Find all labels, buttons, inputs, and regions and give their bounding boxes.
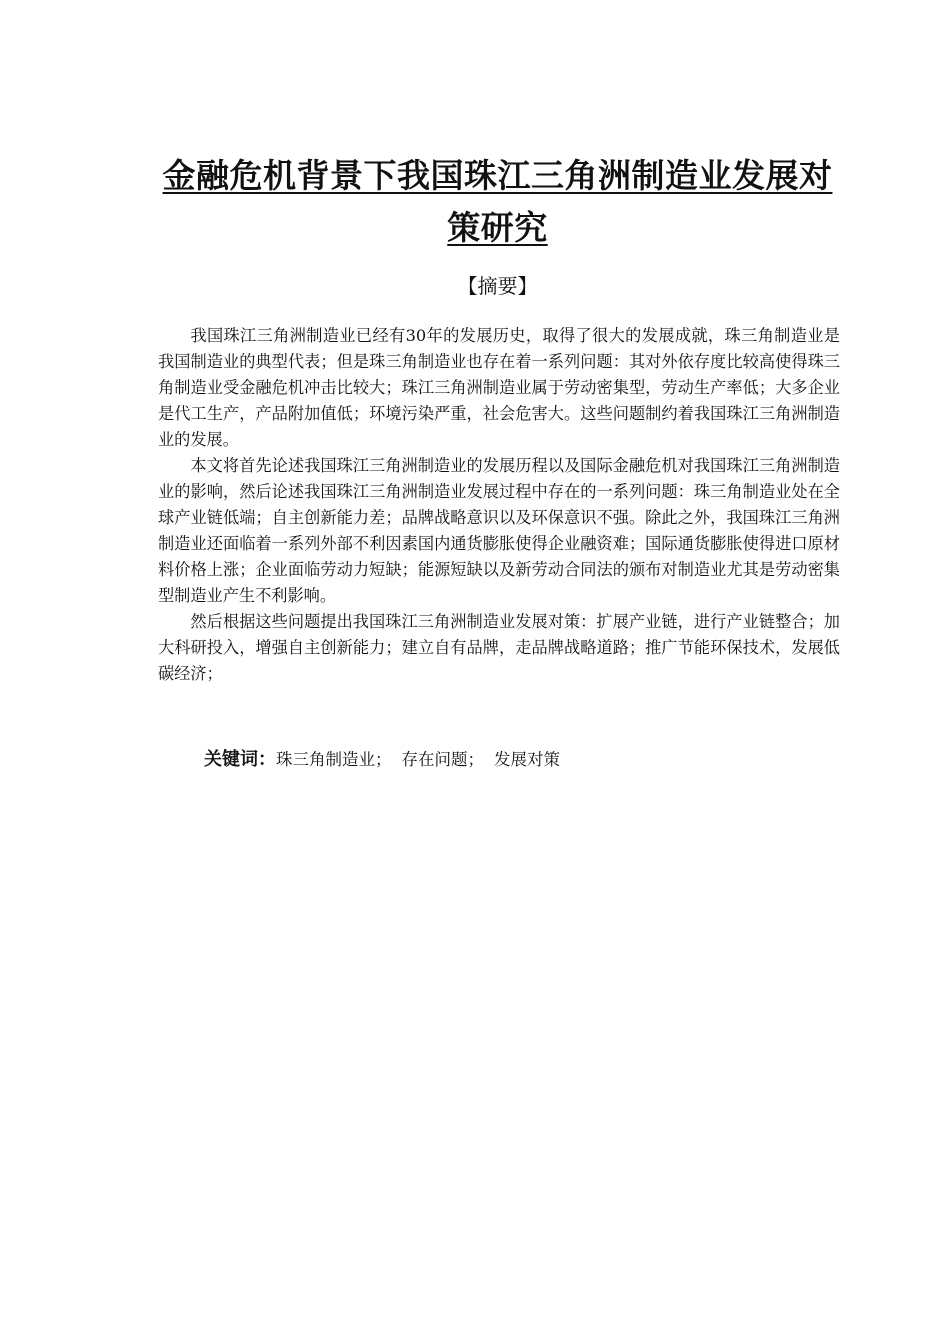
abstract-heading: 【摘要】: [457, 274, 538, 298]
keywords-line: [204, 746, 824, 774]
keyword-item: 发展对策: [494, 750, 560, 769]
keyword-item: 存在问题；: [401, 750, 484, 769]
keyword-item: 珠三角制造业；: [276, 750, 392, 769]
abstract-paragraph: 我国珠江三角洲制造业已经有30年的发展历史，取得了很大的发展成就，珠三角制造业是我国制造业的典型代表；但是珠三角制造业也存在着一系列问题：其对外依存度比较高使得珠三角制造业受金融危机冲击比较大；珠江三角洲制造业属于劳动密集型，劳动生产率低；大多企业是代工生产，产品附加值低；环境污染严重，社会危害大。这些问题制约着我国珠江三角洲制造业的发展。: [158, 326, 840, 449]
abstract-paragraph: 然后根据这些问题提出我国珠江三角洲制造业发展对策：扩展产业链，进行产业链整合；加大科研投入，增强自主创新能力；建立自有品牌，走品牌战略道路；推广节能环保技术，发展低碳经济；: [158, 612, 840, 683]
document-title: 金融危机背景下我国珠江三角洲制造业发展对策研究: [162, 156, 833, 247]
keywords-label: 关键词：: [204, 749, 276, 770]
abstract-paragraph: 本文将首先论述我国珠江三角洲制造业的发展历程以及国际金融危机对我国珠江三角洲制造业的影响，然后论述我国珠江三角洲制造业发展过程中存在的一系列问题：珠三角制造业处在全球产业链低端；自主创新能力差；品牌战略意识以及环保意识不强。除此之外，我国珠江三角洲制造业还面临着一系列外部不利因素国内通货膨胀使得企业融资难；国际通货膨胀使得进口原材料价格上涨；企业面临劳动力短缺；能源短缺以及新劳动合同法的颁布对制造业尤其是劳动密集型制造业产生不利影响。: [158, 456, 840, 605]
abstract-body: [158, 323, 840, 687]
